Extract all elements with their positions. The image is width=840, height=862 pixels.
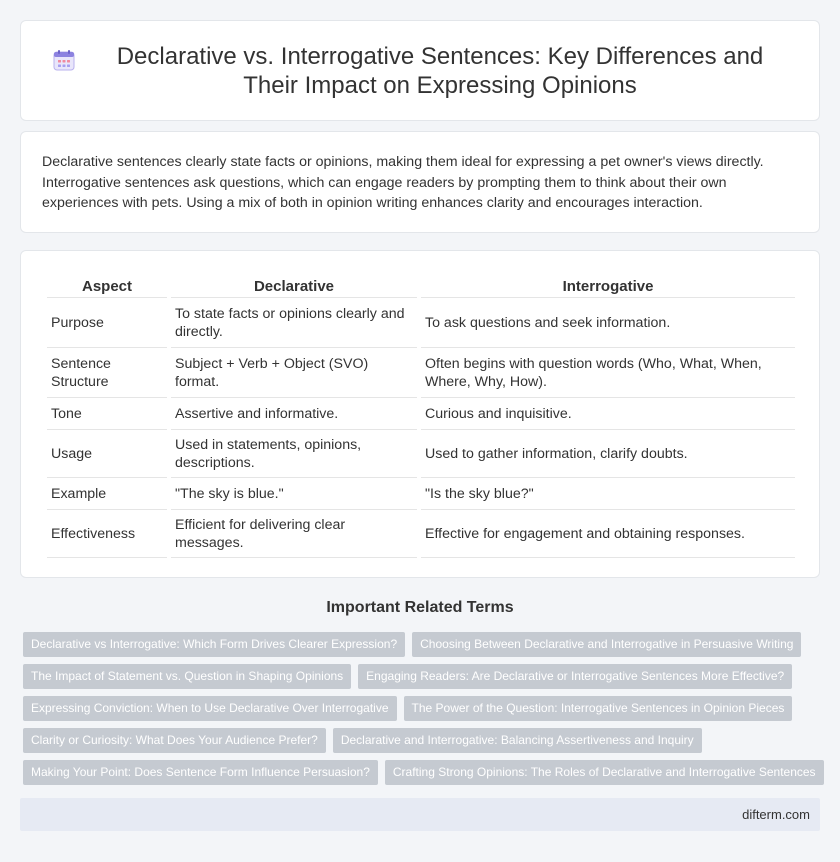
related-term-tag[interactable]: The Impact of Statement vs. Question in Shaping Opinions <box>23 664 351 689</box>
related-term-tag[interactable]: Expressing Conviction: When to Use Declarative Over Interrogative <box>23 696 397 721</box>
related-term-tag[interactable]: Choosing Between Declarative and Interrogative in Persuasive Writing <box>412 632 801 657</box>
table-row <box>47 430 795 478</box>
table-header-row <box>47 276 795 298</box>
cell-interrogative: Curious and inquisitive. <box>421 398 795 430</box>
footer-site-link[interactable]: difterm.com <box>742 807 810 822</box>
cell-declarative: To state facts or opinions clearly and directly. <box>171 298 417 348</box>
tag-row <box>23 696 792 721</box>
table-row <box>47 478 795 510</box>
table-row <box>47 298 795 348</box>
cell-interrogative: Effective for engagement and obtaining responses. <box>421 510 795 558</box>
intro-card <box>20 131 820 233</box>
related-terms-heading: Important Related Terms <box>326 599 514 616</box>
tag-row <box>23 632 801 657</box>
cell-interrogative: "Is the sky blue?" <box>421 478 795 510</box>
cell-interrogative: To ask questions and seek information. <box>421 298 795 348</box>
comparison-table <box>43 276 799 558</box>
cell-interrogative: Often begins with question words (Who, What, When, Where, Why, How). <box>421 348 795 398</box>
intro-paragraph: Declarative sentences clearly state facts or opinions, making them ideal for expressing a pet owner's views directly. Interrogative sentences ask questions, which can engage readers by prompting them to think about their own experiences with pets. Using a mix of both in opinion writing enhances clarity and encourages interaction. <box>42 154 764 211</box>
related-term-tag[interactable]: Engaging Readers: Are Declarative or Interrogative Sentences More Effective? <box>358 664 792 689</box>
header-card <box>20 20 820 121</box>
cell-aspect: Tone <box>47 398 167 430</box>
header-declarative: Declarative <box>171 276 417 298</box>
header-interrogative: Interrogative <box>421 276 795 298</box>
related-term-tag[interactable]: Declarative and Interrogative: Balancing Assertiveness and Inquiry <box>333 728 702 753</box>
cell-aspect: Purpose <box>47 298 167 348</box>
table-row <box>47 510 795 558</box>
related-term-tag[interactable]: Clarity or Curiosity: What Does Your Audience Prefer? <box>23 728 326 753</box>
cell-declarative: Used in statements, opinions, descriptions. <box>171 430 417 478</box>
related-term-tag[interactable]: The Power of the Question: Interrogative Sentences in Opinion Pieces <box>404 696 793 721</box>
cell-declarative: Subject + Verb + Object (SVO) format. <box>171 348 417 398</box>
cell-declarative: "The sky is blue." <box>171 478 417 510</box>
cell-aspect: Effectiveness <box>47 510 167 558</box>
tag-row <box>23 664 792 689</box>
cell-aspect: Usage <box>47 430 167 478</box>
page-title: Declarative vs. Interrogative Sentences: Key Differences and Their Impact on Expressing Opinions <box>116 42 764 99</box>
tag-row <box>23 760 824 785</box>
cell-aspect: Sentence Structure <box>47 348 167 398</box>
cell-interrogative: Used to gather information, clarify doubts. <box>421 430 795 478</box>
related-term-tag[interactable]: Making Your Point: Does Sentence Form Influence Persuasion? <box>23 760 378 785</box>
header-aspect: Aspect <box>47 276 167 298</box>
comparison-table-card <box>20 250 820 578</box>
table-row <box>47 398 795 430</box>
related-term-tag[interactable]: Crafting Strong Opinions: The Roles of Declarative and Interrogative Sentences <box>385 760 824 785</box>
related-term-tag[interactable]: Declarative vs Interrogative: Which Form Drives Clearer Expression? <box>23 632 405 657</box>
cell-declarative: Assertive and informative. <box>171 398 417 430</box>
cell-aspect: Example <box>47 478 167 510</box>
footer-bar <box>20 798 820 831</box>
tag-row <box>23 728 702 753</box>
cell-declarative: Efficient for delivering clear messages. <box>171 510 417 558</box>
table-row <box>47 348 795 398</box>
